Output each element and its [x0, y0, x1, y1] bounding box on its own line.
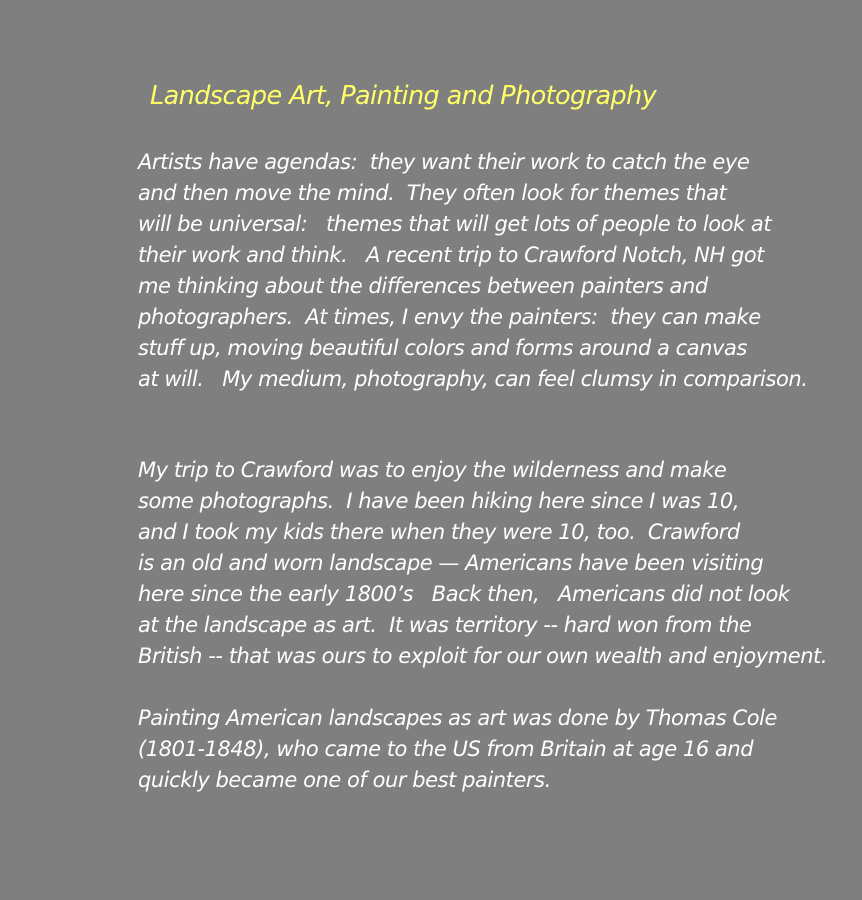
text-line: at the landscape as art. It was territory -- hard won from the — [138, 613, 752, 637]
text-line: and I took my kids there when they were 10, too. Crawford — [138, 520, 740, 544]
text-line: British -- that was ours to exploit for our own wealth and enjoyment. — [138, 644, 828, 668]
paragraph-crawford-trip — [138, 455, 827, 672]
paragraph-thomas-cole — [138, 703, 777, 796]
text-line: Painting American landscapes as art was done by Thomas Cole — [138, 706, 777, 730]
page-title: Landscape Art, Painting and Photography — [150, 81, 657, 111]
text-line: (1801-1848), who came to the US from Britain at age 16 and — [138, 737, 754, 761]
text-line: Artists have agendas: they want their work to catch the eye — [138, 150, 750, 174]
text-line: at will. My medium, photography, can feel clumsy in comparison. — [138, 367, 808, 391]
text-line: some photographs. I have been hiking here since I was 10, — [138, 489, 740, 513]
text-line: and then move the mind. They often look for themes that — [138, 181, 727, 205]
text-line: me thinking about the differences between painters and — [138, 274, 708, 298]
text-line: stuff up, moving beautiful colors and forms around a canvas — [138, 336, 747, 360]
text-line: will be universal: themes that will get lots of people to look at — [138, 212, 772, 236]
paragraph-intro — [138, 147, 807, 395]
text-line: their work and think. A recent trip to Crawford Notch, NH got — [138, 243, 765, 267]
text-line: photographers. At times, I envy the painters: they can make — [138, 305, 761, 329]
text-line: quickly became one of our best painters. — [138, 768, 551, 792]
text-line: My trip to Crawford was to enjoy the wilderness and make — [138, 458, 727, 482]
text-line: here since the early 1800’s Back then, Americans did not look — [138, 582, 790, 606]
text-line: is an old and worn landscape — Americans have been visiting — [138, 551, 764, 575]
